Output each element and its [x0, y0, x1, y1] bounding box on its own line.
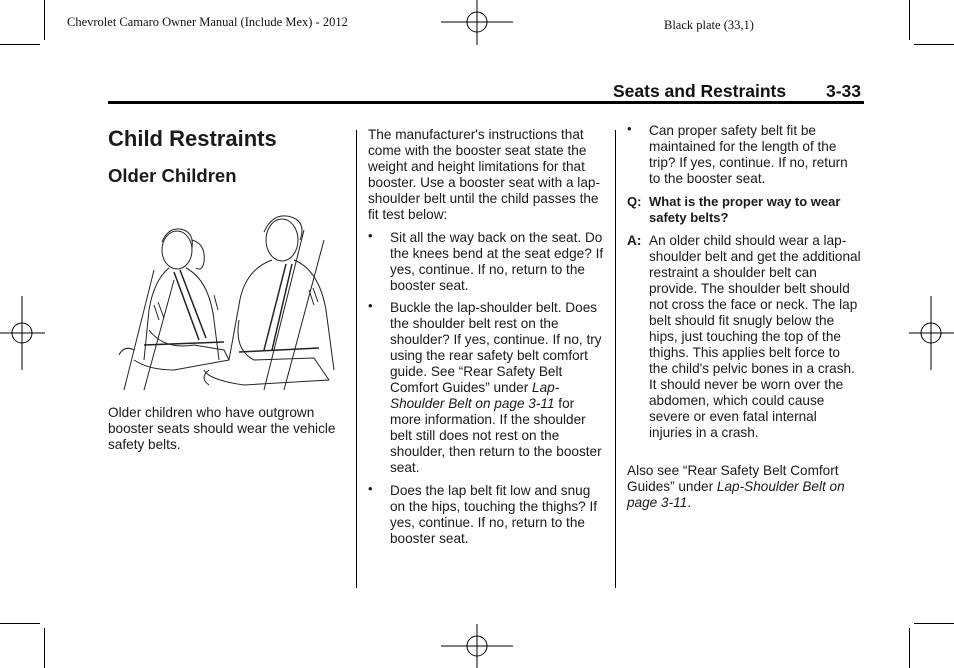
crop-mark	[0, 623, 40, 624]
crop-mark	[44, 0, 45, 40]
section-subtitle: Older Children	[108, 165, 237, 186]
fit-test-item: Sit all the way back on the seat. Do the knees bend at the seat edge? If yes, continue. If no, return to the booster seat.	[390, 230, 604, 293]
document-title: Chevrolet Camaro Owner Manual (Include Mex) - 2012	[67, 15, 348, 29]
answer-text: An older child should wear a lap-shoulder belt and get the additional restraint a shoulder belt can provide. The shoulder belt should not cross the face or neck. The lap belt should fit snugly below the hips, just touching the top of the thighs. This applies belt force to the child's pelvic bones in a crash. It should never be worn over the abdomen, which could cause severe or even fatal internal injuries in a crash.	[649, 233, 861, 440]
crop-mark	[909, 628, 910, 668]
intro-paragraph: The manufacturer's instructions that come with the booster seat state the weight and height limitations for that booster. Use a booster seat with a lap-shoulder belt until the child passes the fit test below:	[368, 127, 600, 222]
figure-caption: Older children who have outgrown booster seats should wear the vehicle safety belts.	[108, 405, 336, 452]
fit-test-item: Does the lap belt fit low and snug on the hips, touching the thighs? If yes, continue. If no, return to the booster seat.	[390, 483, 598, 546]
fit-test-text: Buckle the lap-shoulder belt. Does the shoulder belt rest on the shoulder? If yes, continue. If no, try using the rear safety belt comfort guide. See “Rear Safety Belt Comfort Guides” under	[390, 300, 602, 395]
crop-mark	[0, 44, 40, 45]
bullet-icon: •	[627, 121, 632, 136]
section-title: Seats and Restraints	[613, 81, 787, 101]
page-number: 3-33	[826, 81, 862, 101]
header-rule	[108, 101, 864, 104]
children-seatbelt-illustration	[114, 210, 340, 392]
column-divider	[356, 130, 357, 588]
see-also-text: Also see “Rear Safety Belt Comfort Guides” under	[627, 463, 839, 494]
fit-test-item: Can proper safety belt fit be maintained for the length of the trip? If yes, continue. If no, return to the booster seat.	[649, 123, 848, 186]
crop-mark	[914, 623, 954, 624]
registration-mark-icon	[437, 0, 517, 45]
cross-reference-link[interactable]: Lap-Shoulder Belt on page 3-11	[390, 380, 560, 411]
registration-mark-icon	[437, 624, 517, 668]
column-divider	[615, 130, 616, 588]
registration-mark-icon	[0, 296, 45, 370]
answer-label: A:	[627, 233, 642, 248]
fit-test-text: for more information. If the shoulder belt still does not rest on the shoulder, then return to the booster seat.	[390, 396, 602, 475]
bullet-icon: •	[368, 481, 373, 496]
cross-reference-link[interactable]: Lap-Shoulder Belt on page 3-11	[627, 479, 845, 510]
plate-label: Black plate (33,1)	[664, 18, 754, 32]
crop-mark	[909, 0, 910, 40]
see-also-paragraph	[627, 463, 863, 511]
bullet-icon: •	[368, 298, 373, 313]
crop-mark	[44, 628, 45, 668]
fit-test-item	[390, 300, 606, 476]
page-title: Child Restraints	[108, 126, 277, 151]
see-also-text: .	[687, 495, 691, 510]
crop-mark	[914, 44, 954, 45]
bullet-icon: •	[368, 228, 373, 243]
question-text: What is the proper way to wear safety belts?	[649, 194, 841, 225]
question-label: Q:	[627, 194, 642, 209]
registration-mark-icon	[909, 296, 954, 370]
